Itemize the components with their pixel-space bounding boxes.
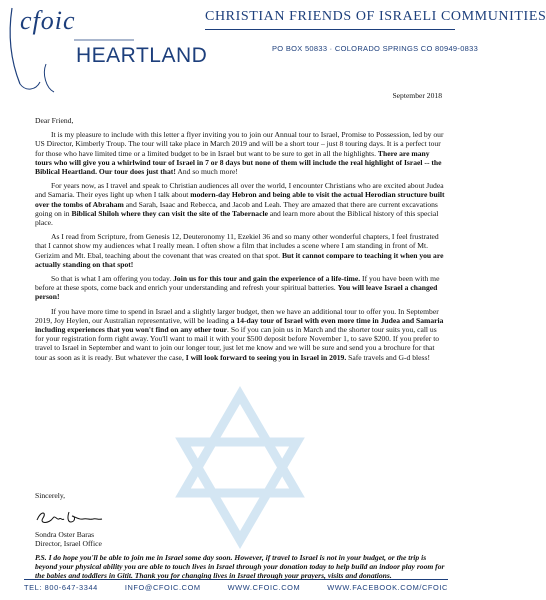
letterhead-divider bbox=[205, 29, 455, 30]
paragraph-2-tail: and learn more about the Biblical history of this special place. bbox=[35, 208, 439, 228]
logo-cfoic-text: cfoic bbox=[20, 6, 76, 35]
star-of-david-watermark bbox=[175, 385, 305, 550]
organization-name: CHRISTIAN FRIENDS OF ISRAELI COMMUNITIES bbox=[205, 9, 546, 24]
organization-address: PO BOX 50833 · COLORADO SPRINGS CO 80949-0833 bbox=[272, 44, 479, 53]
paragraph-5-bold-2: I will look forward to seeing you in Israel in 2019. bbox=[185, 352, 347, 362]
paragraph-5-text: If you have more time to spend in Israel and a slightly larger budget, then we have an additional tour to offer you. In September 2019, Joy Heylen, our Australian representative, will be leading bbox=[35, 306, 439, 325]
paragraph-5-bold: a 14-day tour of Israel with even more time in Judea and Samaria including experiences that you won't find on any other tour bbox=[35, 315, 444, 335]
paragraph-2-bold-hebron: modern-day Hebron and being able to visit the actual Herodian structure built over the tombs of Abraham bbox=[35, 190, 445, 209]
paragraph-2-text: For years now, as I travel and speak to Christian audiences all over the world, I encounter Christians who are excited about Judea and Samaria. Their eyes light up when I talk about bbox=[35, 181, 444, 200]
paragraph-5-tail: Safe travels and G-d bless! bbox=[346, 352, 430, 362]
paragraph-4 bbox=[35, 274, 445, 302]
paragraph-2-bold-shiloh: Biblical Shiloh where they can visit the site of the Tabernacle bbox=[71, 208, 268, 218]
footer-facebook: WWW.FACEBOOK.COM/CFOIC bbox=[327, 583, 448, 592]
paragraph-1-text: It is my pleasure to include with this letter a flyer inviting you to join our Annual tour to Israel, Promise to Possession, led by our US Director, Kimberly Troup. The tour will take place in March 2019 and will be a short tour – just 8 touring days. It is a perfect tour for those who have limited time or a limited budget to be in Israel but want to be sure to get in all the highlights. bbox=[35, 130, 444, 158]
paragraph-4-text: So that is what I am offering you today. bbox=[51, 274, 174, 284]
footer-phone: TEL: 800-647-3344 bbox=[24, 583, 98, 592]
paragraph-1-tail: And so much more! bbox=[175, 167, 238, 177]
paragraph-5-text-2: . So if you can join us in March and the shorter tour suits you, call us for your registration form right away. You'll want to mail it with your $500 deposit before November 1, to save $200. If you prefer to travel to Israel in September and want to join our longer tour, just let me know and we will be sure and send you a brochure for that tour as soon as it is ready. But whatever the case, bbox=[35, 325, 440, 362]
paragraph-1 bbox=[35, 130, 445, 176]
paragraph-4-bold: Join us for this tour and gain the experience of a life-time. bbox=[173, 274, 361, 284]
paragraph-1-bold: There are many tours who will give you a whirlwind tour of Israel in 7 or 8 days but none of them will include the real highlight of Israel -- the Biblical Heartland. Our tour does just that! bbox=[35, 148, 442, 177]
logo-heartland-text: HEARTLAND bbox=[76, 44, 208, 67]
signer-name: Sondra Oster Baras bbox=[35, 530, 95, 539]
paragraph-4-text-2: If you have been with me before at these spots, come back and enrich your understanding and refresh your spiritual batteries. bbox=[35, 274, 440, 293]
postscript: P.S. I do hope you'll be able to join me in Israel some day soon. However, if travel to Israel is not in your budget, or the trip is beyond your physical ability you are able to touch lives in Israel through your donation today to help build an indoor play room for the babies and toddlers in Gitit. Thank you for changing lives in Israel through your prayers, visits and donations. bbox=[35, 553, 445, 581]
paragraph-2 bbox=[35, 181, 445, 227]
paragraph-4-bold-2: You will leave Israel a changed person! bbox=[35, 283, 438, 302]
footer-contact-row bbox=[24, 583, 448, 592]
letter-date: September 2018 bbox=[392, 91, 442, 100]
salutation: Dear Friend, bbox=[35, 116, 74, 125]
footer-website: WWW.CFOIC.COM bbox=[227, 583, 301, 592]
letter-body bbox=[35, 116, 445, 367]
signer bbox=[35, 530, 102, 548]
paragraph-2-text-2: and Sarah, Isaac and Rebecca, and Jacob and Leah. They are amazed that there are current excavations going on in bbox=[35, 199, 438, 218]
paragraph-3-text: As I read from Scripture, from Genesis 12, Deuteronomy 11, Ezekiel 36 and so many other wonderful chapters, I feel frustrated that I cannot show my audiences what I really mean. I often show a film that includes a scene where I am standing in front of Mt. Gerizim and Mt. Ebal, teaching about the covenant that was created on that spot. bbox=[35, 232, 439, 260]
footer-email: INFO@CFOIC.COM bbox=[124, 583, 201, 592]
signer-title: Director, Israel Office bbox=[35, 539, 102, 549]
paragraph-3 bbox=[35, 232, 445, 269]
handwritten-signature bbox=[35, 508, 105, 526]
letterhead-footer bbox=[0, 572, 464, 600]
paragraph-3-bold: But it cannot compare to teaching it when you are actually standing on that spot! bbox=[35, 250, 444, 269]
footer-divider bbox=[24, 579, 448, 580]
closing: Sincerely, bbox=[35, 491, 66, 500]
cfoic-heartland-logo bbox=[6, 4, 208, 96]
paragraph-5 bbox=[35, 307, 445, 362]
